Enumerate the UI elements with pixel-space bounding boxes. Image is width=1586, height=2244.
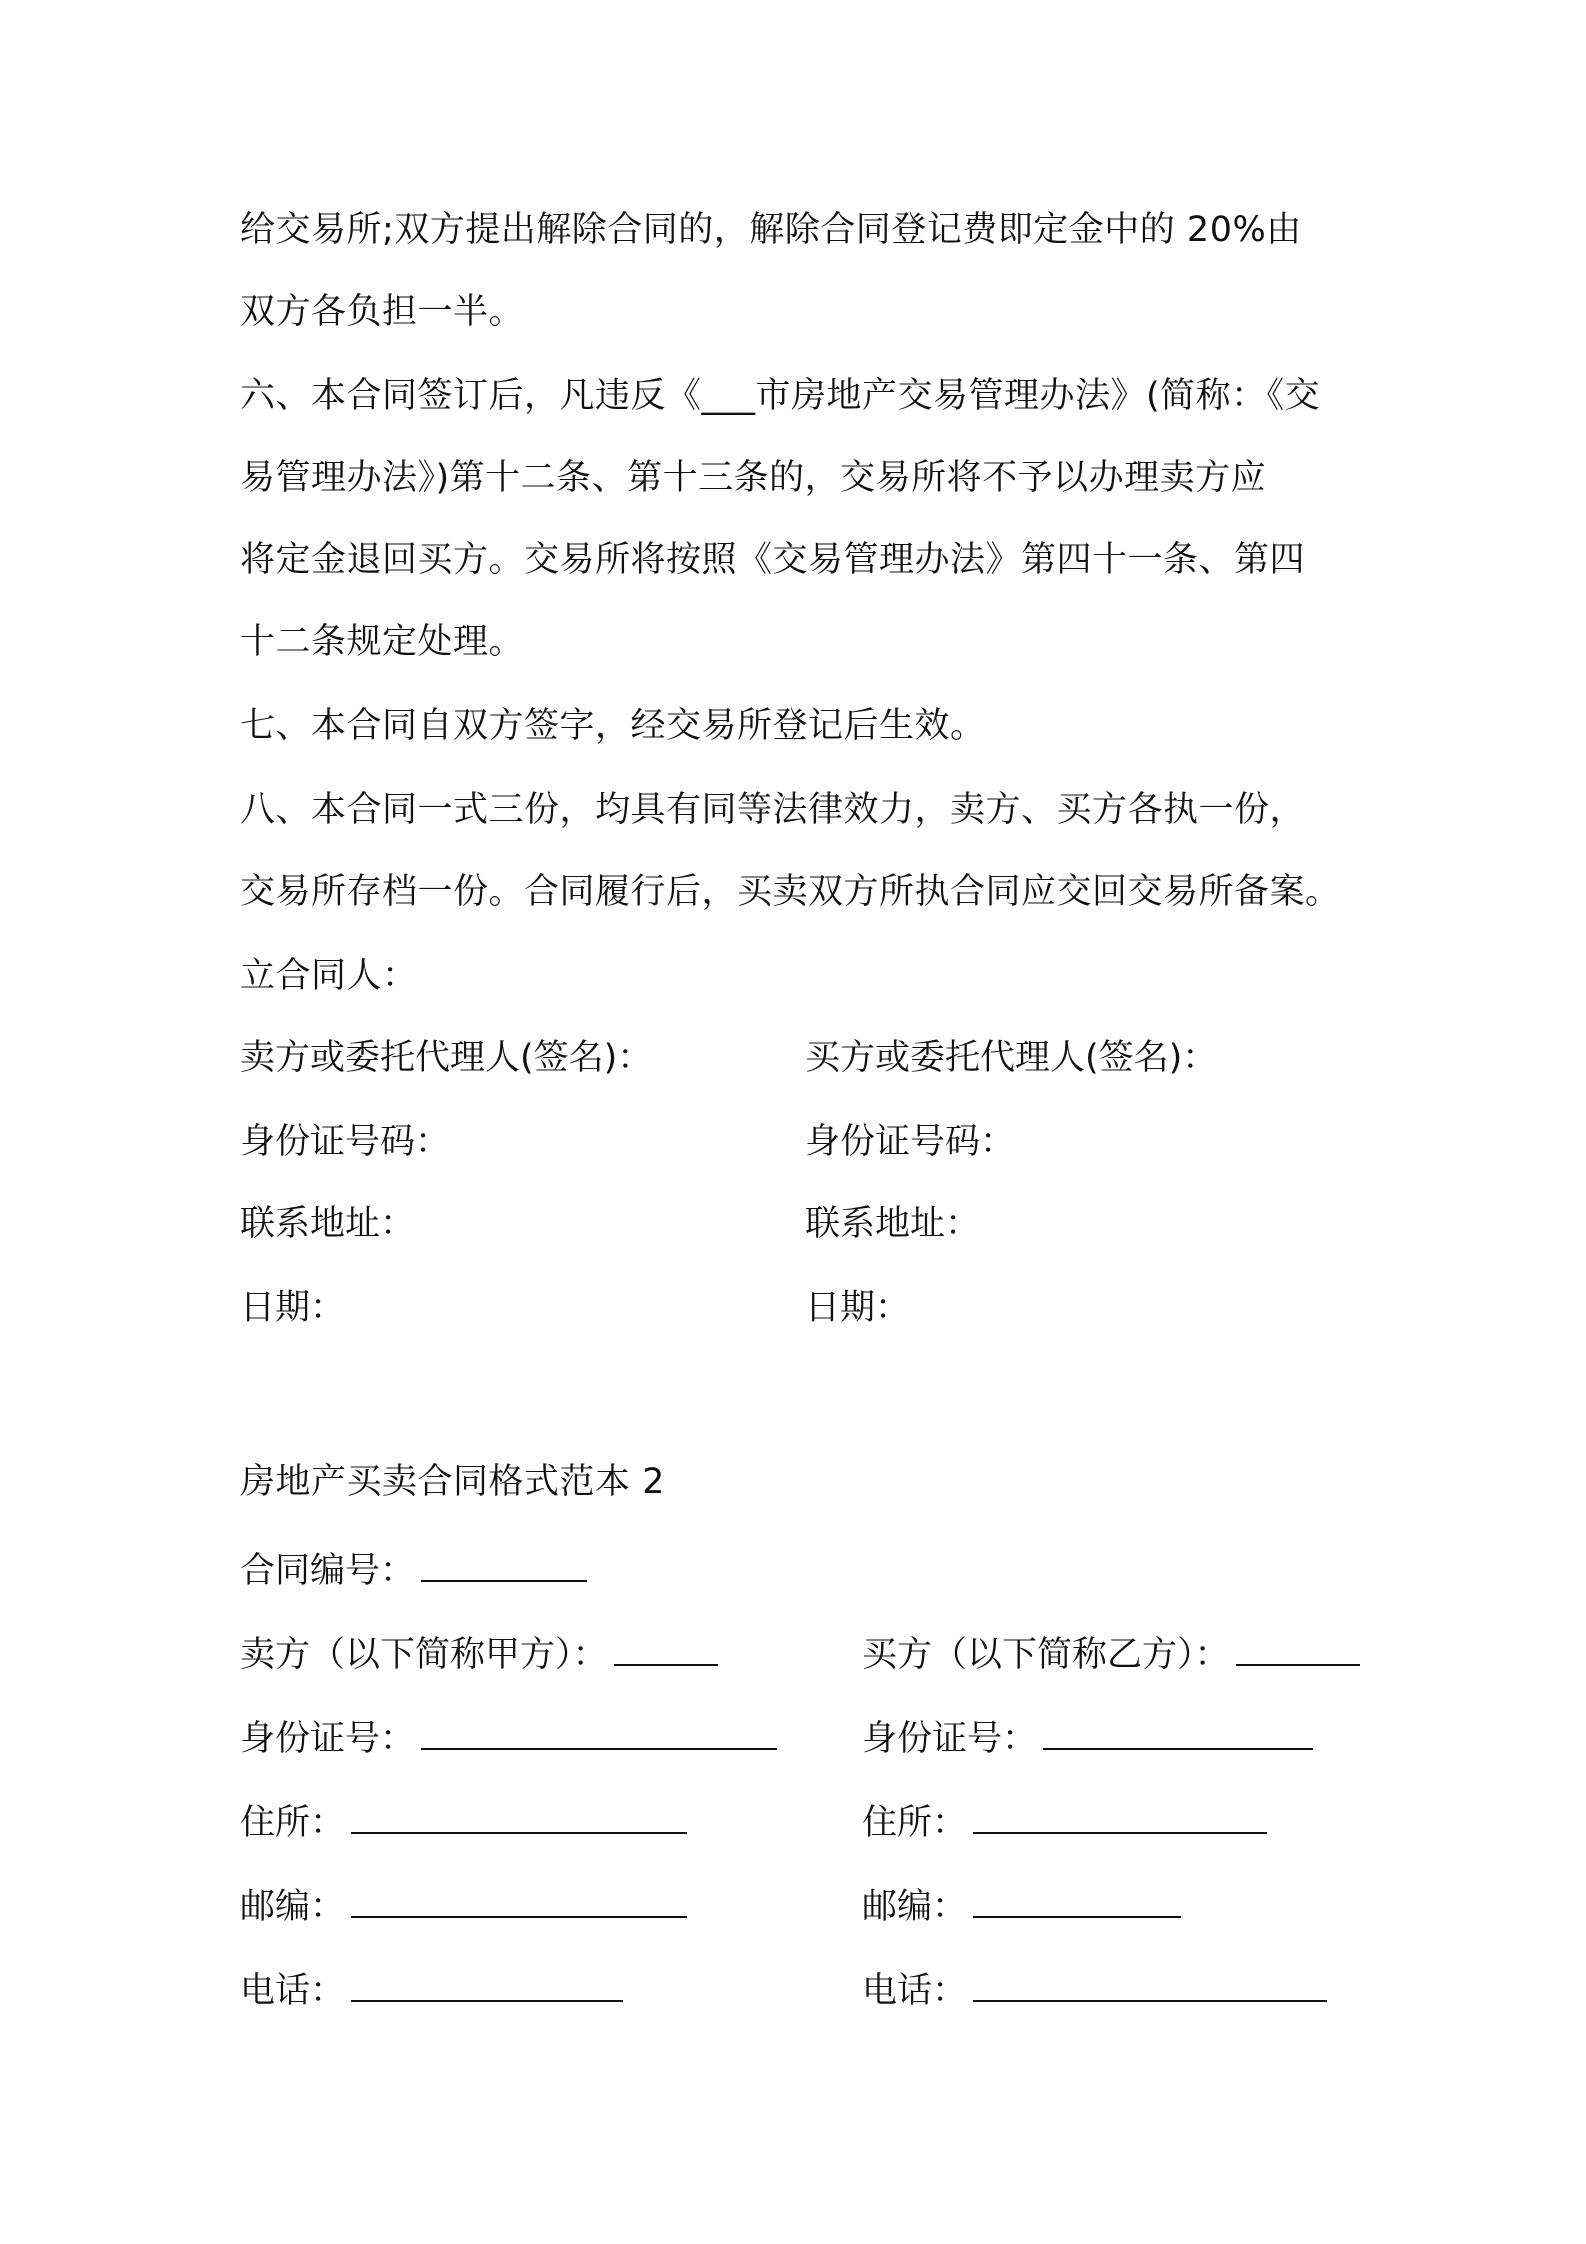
buyer-row (862, 1628, 1360, 1677)
buyer-date-label: 日期： (805, 1288, 911, 1328)
buyer-label: 买方（以下简称乙方）： (862, 1635, 1230, 1675)
buyer-phone-label: 电话： (862, 1971, 968, 2011)
clause7: 七、本合同自双方签字，经交易所登记后生效。 (240, 706, 986, 746)
clause5-line1: 给交易所;双方提出解除合同的，解除合同登记费即定金中的 20%由 (240, 210, 1302, 250)
seller-phone-row (240, 1964, 623, 2013)
seller-blank[interactable] (614, 1628, 718, 1666)
seller-postcode-row (240, 1880, 687, 1929)
seller-id-row (240, 1712, 777, 1761)
clause8-line1: 八、本合同一式三份，均具有同等法律效力，卖方、买方各执一份， (240, 790, 1306, 830)
buyer-id-label: 身份证号码： (805, 1122, 1016, 1162)
seller-row (240, 1628, 718, 1677)
seller-date-label: 日期： (240, 1288, 346, 1328)
contract-no-blank[interactable] (421, 1544, 587, 1582)
seller-address-label: 联系地址： (240, 1204, 416, 1244)
clause8-line2: 交易所存档一份。合同履行后，买卖双方所执合同应交回交易所备案。 (240, 872, 1341, 912)
buyer-phone-blank[interactable] (973, 1964, 1327, 2002)
signatories-heading: 立合同人： (240, 956, 418, 996)
seller-label: 卖方（以下简称甲方）： (240, 1635, 608, 1675)
buyer-blank[interactable] (1236, 1628, 1360, 1666)
buyer-postcode-row (862, 1880, 1181, 1929)
seller-id-number-label: 身份证号： (240, 1719, 416, 1759)
buyer-postcode-label: 邮编： (862, 1887, 968, 1927)
template2-title: 房地产买卖合同格式范本 2 (240, 1462, 665, 1502)
buyer-postcode-blank[interactable] (973, 1880, 1181, 1918)
buyer-residence-blank[interactable] (973, 1796, 1267, 1834)
buyer-id-blank[interactable] (1043, 1712, 1313, 1750)
buyer-address-label: 联系地址： (805, 1204, 981, 1244)
clause5-line2: 双方各负担一半。 (240, 292, 525, 332)
seller-residence-blank[interactable] (351, 1796, 687, 1834)
contract-no-label: 合同编号： (240, 1551, 416, 1591)
seller-residence-row (240, 1796, 687, 1845)
buyer-phone-row (862, 1964, 1327, 2013)
seller-phone-blank[interactable] (351, 1964, 623, 2002)
seller-id-blank[interactable] (421, 1712, 777, 1750)
buyer-agent-label: 买方或委托代理人(签名)： (805, 1038, 1218, 1078)
clause6-line1: 六、本合同签订后，凡违反《___市房地产交易管理办法》(简称：《交 (240, 376, 1321, 416)
clause6-line3: 将定金退回买方。交易所将按照《交易管理办法》第四十一条、第四 (240, 540, 1306, 580)
buyer-residence-row (862, 1796, 1267, 1845)
contract-no-row (240, 1544, 587, 1593)
seller-agent-label: 卖方或委托代理人(签名)： (240, 1038, 653, 1078)
buyer-residence-label: 住所： (862, 1803, 968, 1843)
seller-id-label: 身份证号码： (240, 1122, 451, 1162)
clause6-line4: 十二条规定处理。 (240, 622, 525, 662)
seller-phone-label: 电话： (240, 1971, 346, 2011)
buyer-id-number-label: 身份证号： (862, 1719, 1038, 1759)
clause6-line2: 易管理办法》)第十二条、第十三条的，交易所将不予以办理卖方应 (240, 458, 1267, 498)
buyer-id-row (862, 1712, 1313, 1761)
seller-residence-label: 住所： (240, 1803, 346, 1843)
seller-postcode-label: 邮编： (240, 1887, 346, 1927)
seller-postcode-blank[interactable] (351, 1880, 687, 1918)
